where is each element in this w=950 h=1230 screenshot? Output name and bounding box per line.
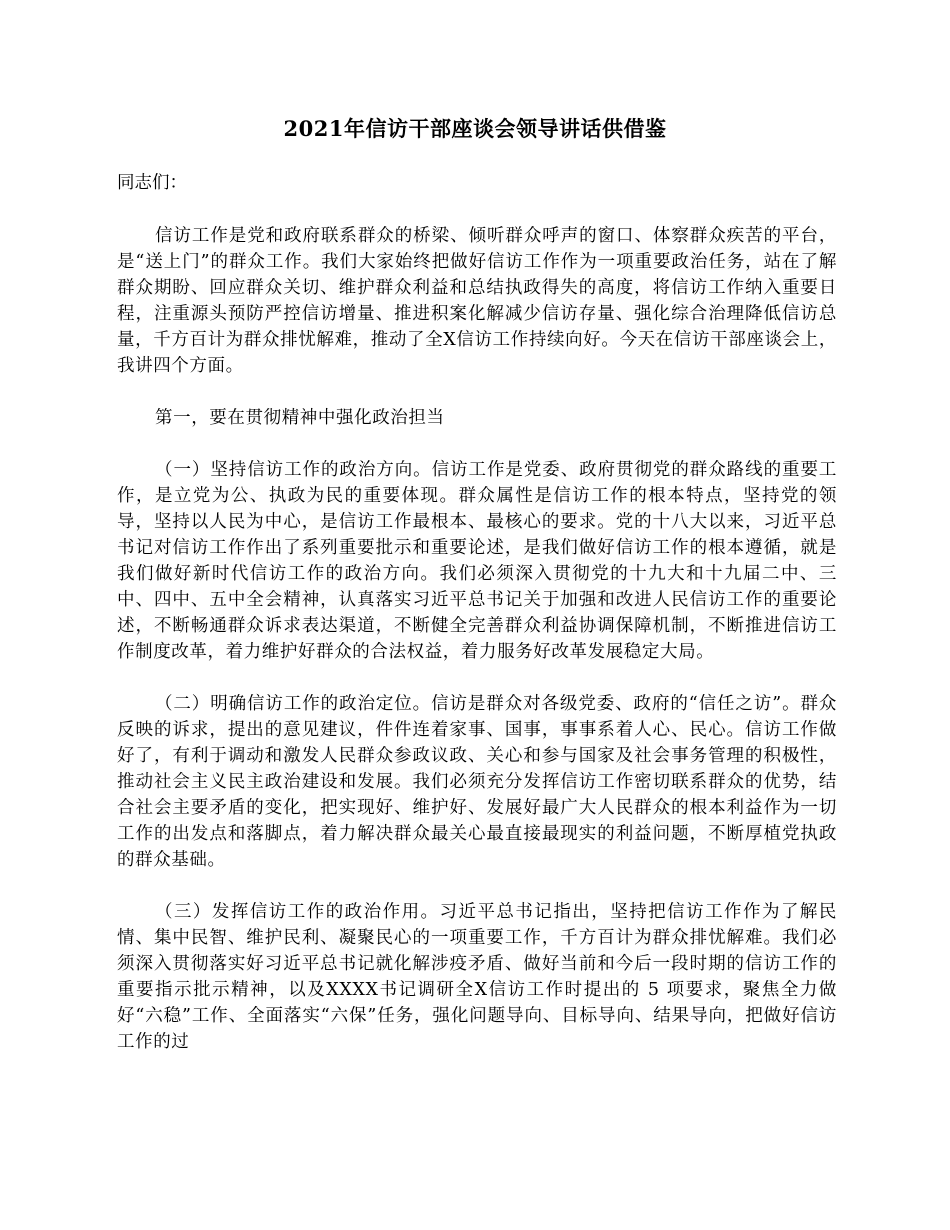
section-heading: 第一，要在贯彻精神中强化政治担当	[155, 408, 445, 428]
paragraph-2: （二）明确信访工作的政治定位。信访是群众对各级党委、政府的“信任之访”。群众反映的诉求，提出的意见建议，件件连着家事、国事，事事系着人心、民心。信访工作做好了，有利于调动和激发人民群众参政议政、关心和参与国家及社会事务管理的积极性，推动社会主义民主政治建设和发展。我们必须充分发挥信访工作密切联系群众的优势，结合社会主要矛盾的变化，把实现好、维护好、发展好最广大人民群众的根本利益作为一切工作的出发点和落脚点，着力解决群众最关心最直接最现实的利益问题，不断厚植党执政的群众基础。	[117, 694, 837, 870]
paragraph-1: （一）坚持信访工作的政治方向。信访工作是党委、政府贯彻党的群众路线的重要工作，是立党为公、执政为民的重要体现。群众属性是信访工作的根本特点，坚持党的领导，坚持以人民为中心，是信访工作最根本、最核心的要求。党的十八大以来，习近平总书记对信访工作作出了系列重要批示和重要论述，是我们做好信访工作的根本遵循，就是我们做好新时代信访工作的政治方向。我们必须深入贯彻党的十九大和十九届二中、三中、四中、五中全会精神，认真落实习近平总书记关于加强和改进人民信访工作的重要论述，不断畅通群众诉求表达渠道，不断健全完善群众利益协调保障机制，不断推进信访工作制度改革，着力维护好群众的合法权益，着力服务好改革发展稳定大局。	[117, 460, 837, 662]
intro-paragraph: 信访工作是党和政府联系群众的桥梁、倾听群众呼声的窗口、体察群众疾苦的平台，是“送上门”的群众工作。我们大家始终把做好信访工作作为一项重要政治任务，站在了解群众期盼、回应群众关切、维护群众利益和总结执政得失的高度，将信访工作纳入重要日程，注重源头预防严控信访增量、推进积案化解减少信访存量、强化综合治理降低信访总量，千方百计为群众排忧解难，推动了全X信访工作持续向好。今天在信访干部座谈会上，我讲四个方面。	[117, 226, 837, 376]
document-body	[117, 170, 837, 1081]
paragraph-3: （三）发挥信访工作的政治作用。习近平总书记指出，坚持把信访工作作为了解民情、集中民智、维护民利、凝聚民心的一项重要工作，千方百计为群众排忧解难。我们必须深入贯彻落实好习近平总书记就化解涉疫矛盾、做好当前和今后一段时期的信访工作的重要指示批示精神，以及XXXX书记调研全X信访工作时提出的 5 项要求，聚焦全力做好“六稳”工作、全面落实“六保”任务，强化问题导向、目标导向、结果导向，把做好信访工作的过	[117, 902, 837, 1052]
document-title: 2021年信访干部座谈会领导讲话供借鉴	[283, 116, 667, 141]
salutation: 同志们：	[117, 173, 187, 193]
